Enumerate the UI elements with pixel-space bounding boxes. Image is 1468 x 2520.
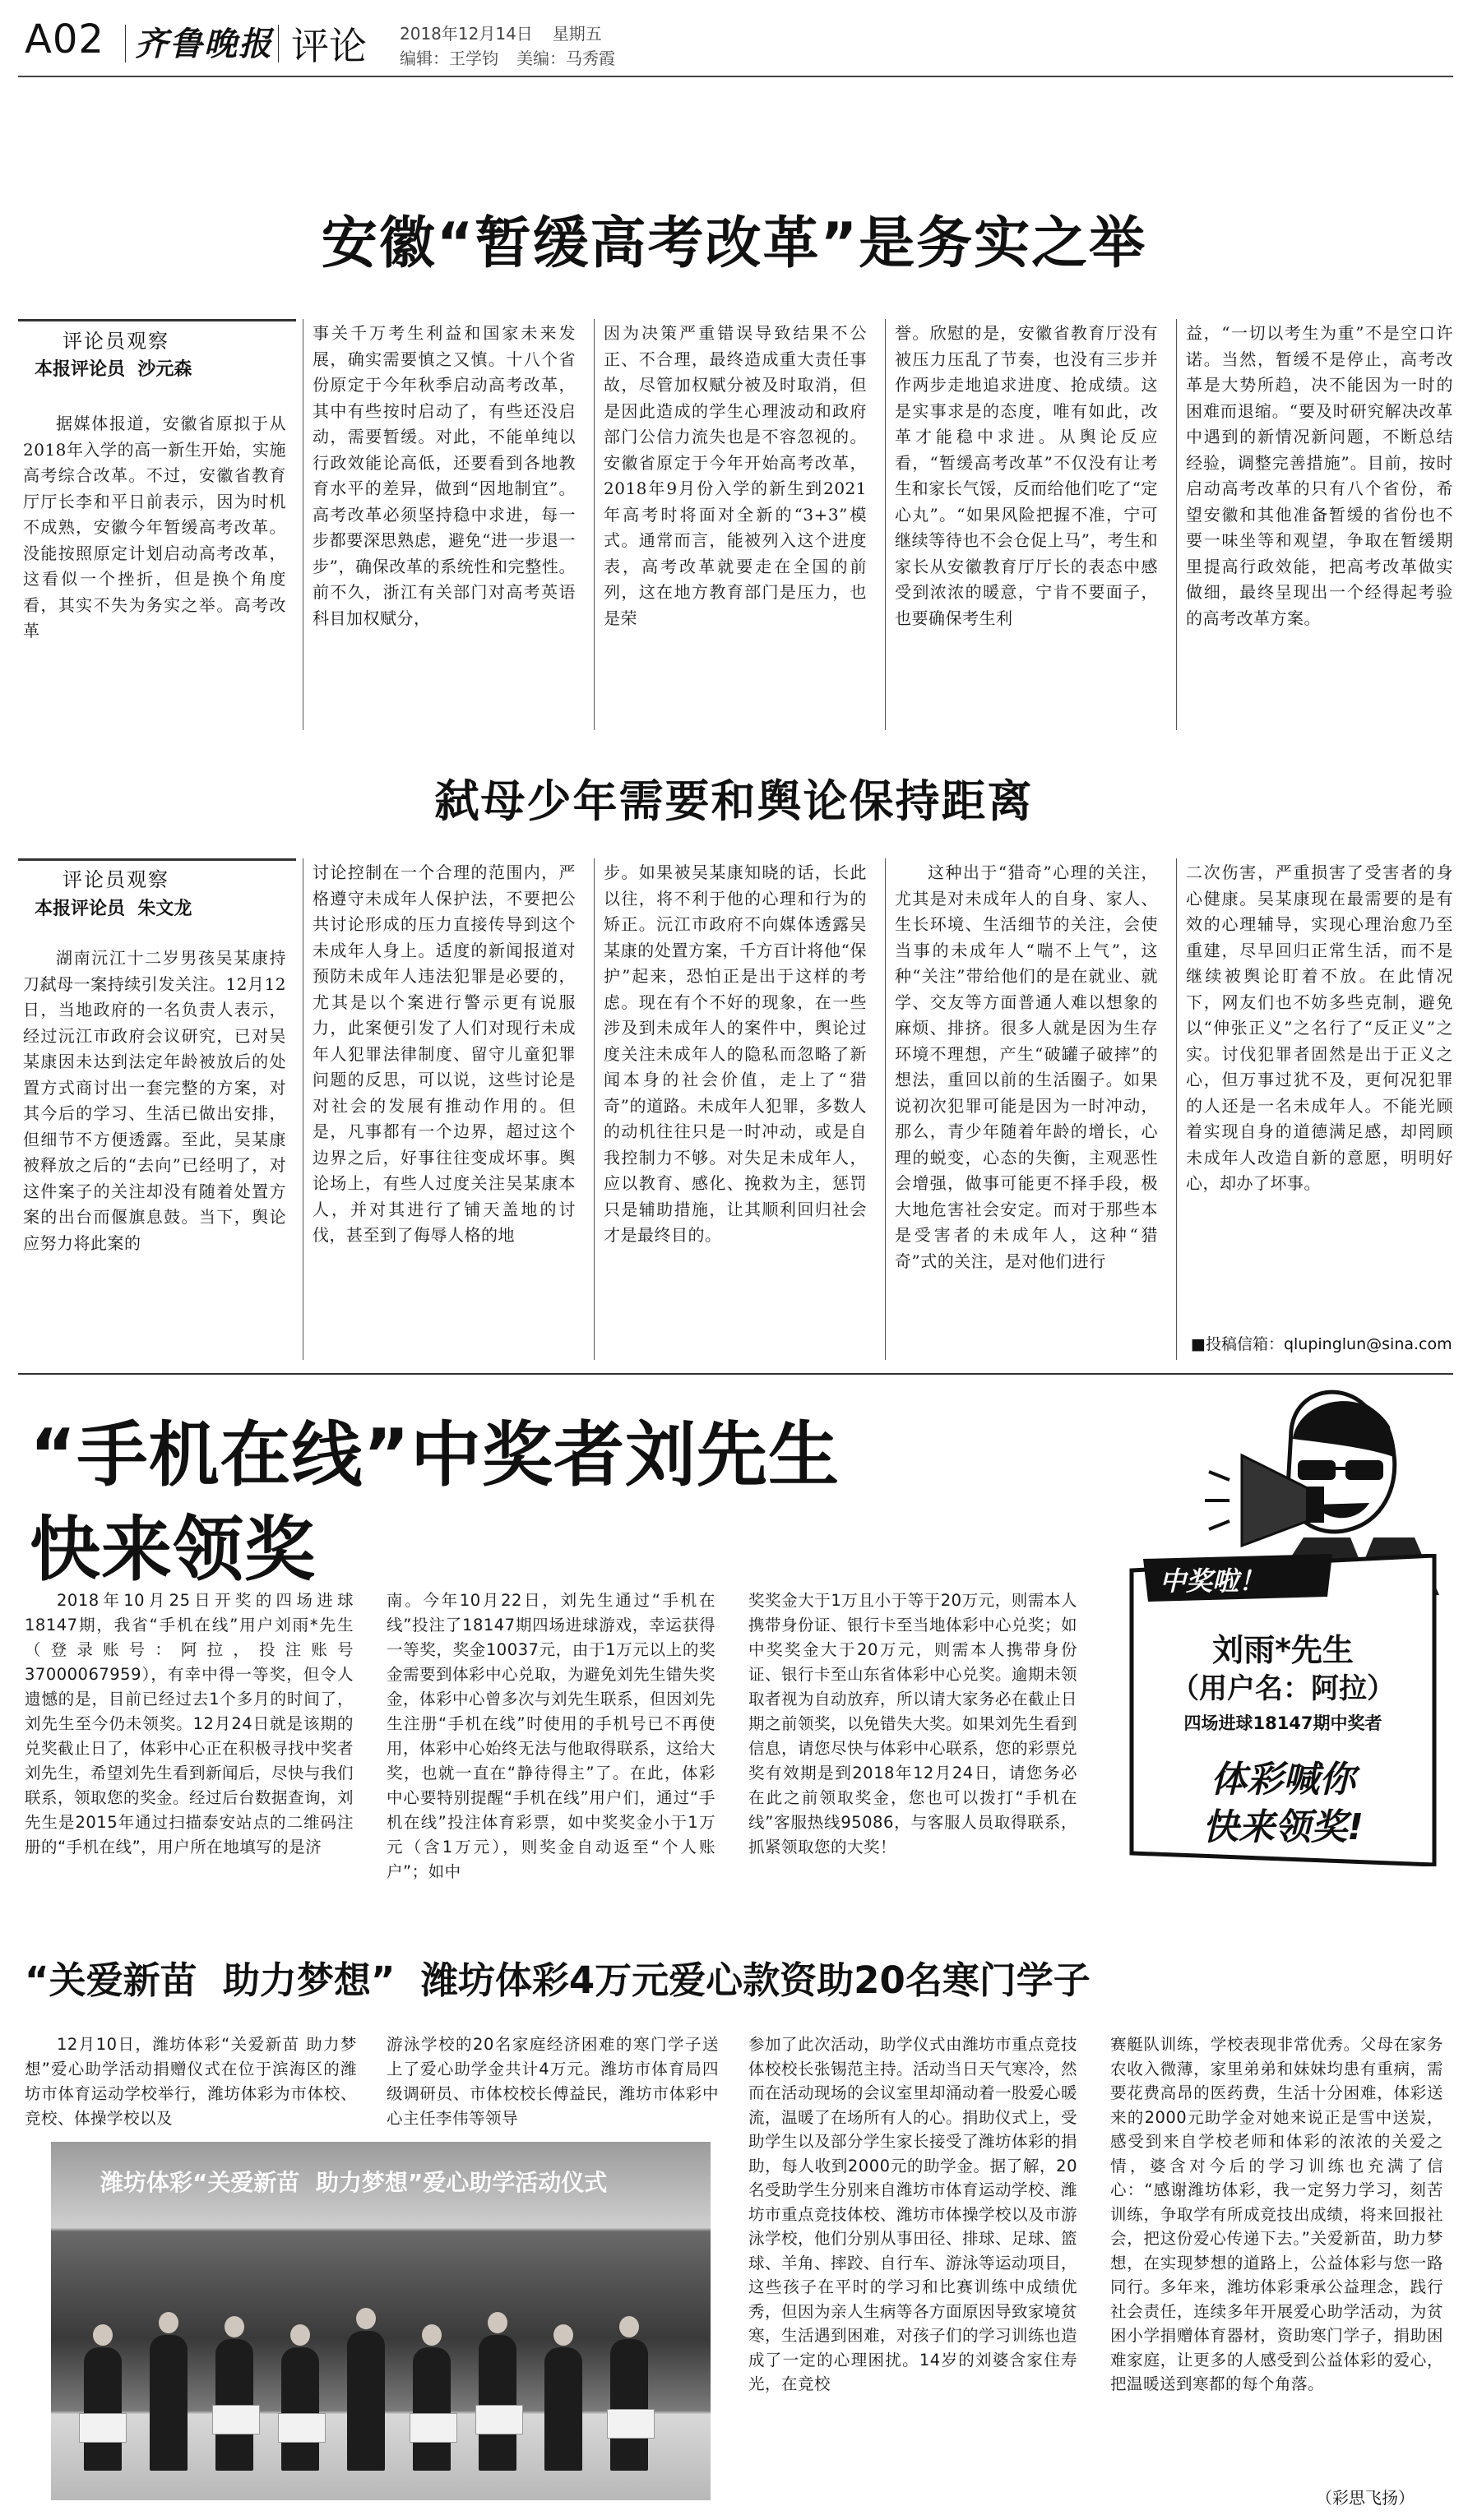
article1-column-label: 评论员观察 (63, 330, 169, 353)
article2-byline: 本报评论员 朱文龙 (35, 899, 192, 919)
ad1-col-2: 南。今年10月22日，刘先生通过“手机在线”投注了18147期四场进球游戏，幸运获得一等奖，奖金10037元，由于1万元以上的奖金需要到体彩中心兑取，为避免刘先生错失奖金，体彩中心曾多次与刘先生联系，但因刘先生注册“手机在线”时使用的手机号已不再使用，体彩中心始终无法与他取得联系，这给大奖，也就一直在“静待得主”了。在此，体彩中心要特别提醒“手机在线”用户们，通过“手机在线”投注体育彩票，如中奖奖金小于1万元（含1万元），则奖金自动返至“个人账户”；如中 (387, 1591, 715, 1881)
slogan-line1: 体彩喊你 (1211, 1759, 1355, 1801)
ad2-col-1-top: 12月10日，潍坊体彩“关爱新苗 助力梦想”爱心助学活动捐赠仪式在位于滨海区的潍坊市体育运动学校举行，潍坊体彩为市体校、竞校、体操学校以及 (25, 2035, 357, 2128)
winner-description: 四场进球18147期中奖者 (1183, 1713, 1382, 1733)
ad1-col-3: 奖奖金大于1万且小于等于20万元，则需本人携带身份证、银行卡至当地体彩中心兑奖；如中奖奖金大于20万元，则需本人携带身份证、银行卡至山东省体彩中心兑奖。逾期未领取者视为自动放弃，所以请大家务必在截止日期之前领奖，以免错失大奖。如果刘先生看到信息，请您尽快与体彩中心联系，您的彩票兑奖有效期是到2018年12月24日，请您务必在此之前领取奖金，您也可以拨打“手机在线”客服热线95086，与客服人员取得联系，抓紧领取您的大奖！ (748, 1591, 1077, 1856)
article2-col-4: 这种出于“猎奇”心理的关注，尤其是对未成年人的自身、家人、生长环境、生活细节的关注，会使当事的未成年人“喘不上气”，这种“关注”带给他们的是在就业、就学、交友等方面普通人难以想象的麻烦、排挤。很多人就是因为生存环境不理想，产生“破罐子破摔”的想法，重回以前的生活圈子。如果说初次犯罪可能是因为一时冲动，那么，青少年随着年龄的增长，心理的蜕变，心态的失衡，主观恶性会增强，做事可能更不择手段，极大地危害社会安定。而对于那些本是受害者的未成年人，这种“猎奇”式的关注，是对他们进行 (895, 862, 1158, 1271)
winner-name: 刘雨*先生 (1212, 1632, 1354, 1668)
article1-col-4: 誉。欣慰的是，安徽省教育厅没有被压力压乱了节奏，也没有三步并作两步走地追求进度、抢成绩。这是实事求是的态度，唯有如此，改革才能稳中求进。从舆论反应看，“暂缓高考改革”不仅没有让考生和家长气馁，反而给他们吃了“定心丸”。“如果风险把握不准，宁可继续等待也不会仓促上马”，考生和家长从安徽教育厅厅长的表态中感受到浓浓的暖意，宁肯不要面子，也要确保考生利 (895, 323, 1158, 628)
article2-col-1: 湖南沅江十二岁男孩吴某康持刀弑母一案持续引发关注。12月12日，当地政府的一名负责人表示，经过沅江市政府会议研究，已对吴某康因未达到法定年龄被放后的处置方式商讨出一套完整的方案，对其今后的学习、生活已做出安排，但细节不方便透露。至此，吴某康被释放之后的“去向”已经明了，对这件案子的关注却没有随着处置方案的出台而偃旗息鼓。当下，舆论应努力将此案的 (23, 948, 286, 1253)
paper-logo: 齐鲁晚报 (135, 25, 273, 63)
article2-col-3: 步。如果被吴某康知晓的话，长此以往，将不利于他的心理和行为的矫正。沅江市政府不向媒体透露吴某康的处置方案，千方百计将他“保护”起来，恐怕正是出于这样的考虑。现在有个不好的现象，在一些涉及到未成年人的案件中，舆论过度关注未成年人的隐私而忽略了新闻本身的社会价值，走上了“猎奇”的道路。未成年人犯罪，多数人的动机往往只是一时冲动，或是自我控制力不够。对失足未成年人，应以教育、感化、挽救为主，惩罚只是辅助措施，让其顺利回归社会才是最终目的。 (604, 862, 867, 1245)
article1-col-1: 据媒体报道，安徽省原拟于从2018年入学的高一新生开始，实施高考综合改革。不过，安徽省教育厅厅长李和平日前表示，因为时机不成熟，安徽今年暂缓高考改革。没能按照原定计划启动高考改革，这看似一个挫折，但是换个角度看，其实不失为务实之举。高考改革 (23, 414, 286, 640)
ad2-credit: （彩思飞扬） (1316, 2488, 1415, 2508)
winner-username: （用户名：阿拉） (1171, 1672, 1395, 1705)
ad1-col-1: 2018年10月25日开奖的四场进球18147期，我省“手机在线”用户刘雨*先生（登录账号：阿拉，投注账号37000067959），有幸中得一等奖，但令人遗憾的是，目前已经过去1个多月的时间了，刘先生至今仍未领奖。12月24日就是该期的兑奖截止日了，体彩中心正在积极寻找中奖者刘先生，希望刘先生看到新闻后，尽快与我们联系，领取您的奖金。经过后台数据查询，刘先生是2015年通过扫描泰安站点的二维码注册的“手机在线”，用户所在地填写的是济 (25, 1591, 354, 1856)
winner-card (1127, 1554, 1439, 1866)
ceremony-photo (51, 2142, 711, 2500)
article2-col-5: 二次伤害，严重损害了受害者的身心健康。吴某康现在最需要的是有效的心理辅导，实现心理治愈乃至重建，尽早回归正常生活，而不是继续被舆论盯着不放。在此情况下，网友们也不妨多些克制，避免以“伸张正义”之名行了“反正义”之实。讨伐犯罪者固然是出于正义之心，但万事过犹不及，更何况犯罪的人还是一名未成年人。不能光顾着实现自身的道德满足感，却罔顾未成年人改造自新的意愿，明明好心，却办了坏事。 (1186, 862, 1453, 1193)
ad2-col-2-top: 游泳学校的20名家庭经济困难的寒门学子送上了爱心助学金共计4万元。潍坊市体育局四级调研员、市体校校长傅益民，潍坊市体彩中心主任李伟等领导 (387, 2035, 719, 2128)
photo-banner: 潍坊体彩“关爱新苗 助力梦想”爱心助学活动仪式 (100, 2169, 608, 2196)
submission-email: ■投稿信箱：qlupinglun@sina.com (1191, 1335, 1452, 1353)
article1-byline: 本报评论员 沙元森 (35, 359, 192, 380)
ad1-title-line2: 快来领奖 (30, 1509, 316, 1591)
article1-col-3: 因为决策严重错误导致结果不公正、不合理，最终造成重大责任事故，尽管加权赋分被及时取消，但是因此造成的学生心理波动和政府部门公信力流失也是不容忽视的。安徽省原定于今年开始高考改革，2018年9月份入学的新生到2021年高考时将面对全新的“3+3”模式。通常而言，能被列入这个进度表，高考改革就要走在全国的前列，这在地方教育部门是压力，也是荣 (604, 323, 867, 628)
slogan-line2: 快来领奖! (1202, 1806, 1364, 1848)
ad1-title-line1: “手机在线”中奖者刘先生 (30, 1414, 841, 1496)
ad2-col-4: 赛艇队训练，学校表现非常优秀。父母在家务农收入微薄，家里弟弟和妹妹均患有重病，需要花费高昂的医药费，生活十分困难，体彩送来的2000元助学金对她来说正是雪中送炭，感受到来自学校老师和体彩的浓浓的关爱之情，婆含对今后的学习训练也充满了信心：“感谢潍坊体彩，我一定努力学习，刻苦训练，争取学有所成竞技出成绩，将来回报社会，把这份爱心传递下去。”关爱新苗，助力梦想，在实现梦想的道路上，公益体彩与您一路同行。多年来，潍坊体彩秉承公益理念，践行社会责任，连续多年开展爱心助学活动，为贫困小学捐赠体育器材，资助寒门学子，捐助困难家庭，让更多的人感受到公益体彩的爱心，把温暖送到寒都的每个角落。 (1110, 2035, 1443, 2393)
ad2-title: “关爱新苗 助力梦想” 潍坊体彩4万元爱心款资助20名寒门学子 (25, 1958, 1091, 2002)
article2-column-label: 评论员观察 (63, 868, 169, 891)
page-number: A02 (25, 16, 104, 62)
ad2-col-3: 参加了此次活动，助学仪式由潍坊市重点竞技体校校长张锡范主持。活动当日天气寒冷，然而在活动现场的会议室里却涌动着一股爱心暖流，温暖了在场所有人的心。捐助仪式上，受助学生以及部分学生家长接受了潍坊体彩的捐助，每人收到2000元的助学金。据了解，20名受助学生分别来自潍坊市体育运动学校、潍坊市重点竞技体校、潍坊市体操学校以及市游泳学校，他们分别从事田径、排球、足球、篮球、羊角、摔跤、自行车、游泳等运动项目，这些孩子在平时的学习和比赛训练中成绩优秀，但因为亲人生病等各方面原因导致家境贫寒，生活遇到困难，对孩子们的学习训练也造成了一定的心理困扰。14岁的刘婆含家住寿光，在竞校 (748, 2035, 1077, 2393)
article1-col-5: 益，“一切以考生为重”不是空口许诺。当然，暂缓不是停止，高考改革是大势所趋，决不能因为一时的困难而退缩。“要及时研究解决改革中遇到的新情况新问题，不断总结经验，调整完善措施”。目前，按时启动高考改革的只有八个省份，希望安徽和其他准备暂缓的省份也不要一味坐等和观望，争取在暂缓期里提高行政效能，把高考改革做实做细，最终呈现出一个经得起考验的高考改革方案。 (1186, 323, 1453, 628)
editor-credits: 编辑：王学钧 美编：马秀霞 (400, 49, 615, 68)
article2-title: 弑母少年需要和舆论保持距离 (434, 775, 1034, 827)
article1-title: 安徽“暂缓高考改革”是务实之举 (321, 211, 1147, 276)
article1-col-2: 事关千万考生利益和国家未来发展，确实需要慎之又慎。十八个省份原定于今年秋季启动高考改革，其中有些按时启动了，有些还没启动，需要暂缓。对此，不能单纯以行政效能论高低，还要看到各地教育水平的差异，做到“因地制宜”。高考改革必须坚持稳中求进，每一步都要深思熟虑，避免“进一步退一步”，确保改革的系统性和完整性。前不久，浙江有关部门对高考英语科目加权赋分， (313, 323, 576, 628)
section-name: 评论 (291, 24, 367, 68)
issue-date: 2018年12月14日 星期五 (400, 24, 602, 44)
article2-col-2: 讨论控制在一个合理的范围内，严格遵守未成年人保护法，不要把公共讨论形成的压力直接传导到这个未成年人身上。适度的新闻报道对预防未成年人违法犯罪是必要的，尤其是以个案进行警示更有说服力，此案便引发了人们对现行未成年人犯罪法律制度、留守儿童犯罪问题的反思，可以说，这些讨论是对社会的发展有推动作用的。但是，凡事都有一个边界，超过这个边界之后，好事往往变成坏事。舆论场上，有些人过度关注吴某康本人，并对其进行了铺天盖地的讨伐，甚至到了侮辱人格的地 (313, 862, 576, 1245)
winner-badge: 中奖啦！ (1160, 1565, 1266, 1597)
